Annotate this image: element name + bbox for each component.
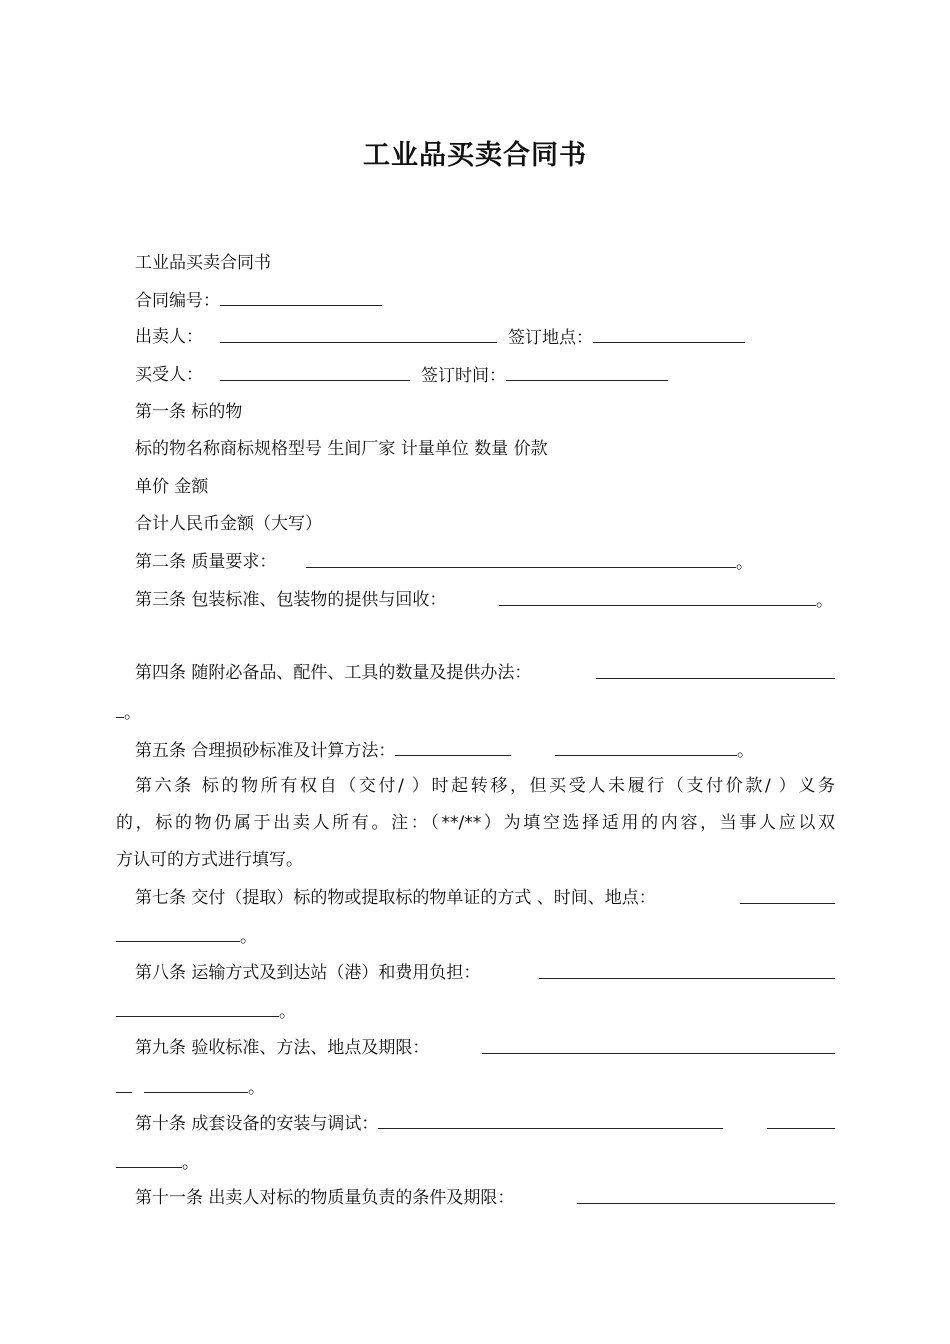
article-5-blank-1[interactable] (395, 739, 511, 756)
article-4 (135, 662, 531, 684)
sign-place-blank[interactable] (593, 326, 745, 343)
seller-blank-wrap (220, 326, 497, 349)
article-8-period: 。 (279, 1002, 296, 1022)
article-2-blank[interactable] (306, 551, 736, 568)
article-6-line-3: 方认可的方式进行填写。 (116, 850, 303, 870)
buyer-blank-wrap (220, 364, 410, 387)
seller-label: 出卖人： (135, 327, 203, 347)
article-9-blank[interactable] (482, 1037, 835, 1054)
article-7-period: 。 (240, 927, 257, 947)
article-7-text: 第七条 交付（提取）标的物或提取标的物单证的方式 、时间、地点： (135, 888, 656, 908)
article-10-text: 第十条 成套设备的安装与调试： (135, 1114, 379, 1134)
sign-time-blank[interactable] (506, 364, 668, 381)
seller-blank[interactable] (220, 326, 497, 343)
buyer-blank[interactable] (220, 364, 410, 381)
article-3-period: 。 (816, 591, 833, 611)
article-9-blank-cont-1[interactable] (116, 1076, 132, 1093)
contract-number-label: 合同编号： (135, 291, 220, 311)
buyer-row (135, 364, 203, 386)
article-10 (135, 1112, 723, 1135)
article-8 (135, 962, 480, 984)
article-4-cont (116, 701, 141, 724)
article-7-blank-cont[interactable] (116, 925, 240, 942)
sign-place-label: 签订地点： (508, 328, 593, 348)
article-3 (135, 589, 446, 611)
article-3-text: 第三条 包装标准、包装物的提供与回收： (135, 590, 447, 610)
article-7 (135, 887, 656, 909)
article-10-blank-wrap (767, 1112, 835, 1135)
article-9-period: 。 (248, 1078, 265, 1098)
article-2 (135, 551, 276, 573)
seller-row (135, 326, 203, 348)
article-10-blank-cont[interactable] (116, 1151, 182, 1168)
sign-time-label: 签订时间： (421, 366, 506, 386)
article-7-blank-wrap (740, 887, 835, 910)
article-9-cont-2 (144, 1076, 265, 1099)
article-4-blank-wrap (596, 662, 835, 685)
article-10-blank-1[interactable] (378, 1112, 723, 1129)
article-6-line-1: 第六条 标的物所有权自（交付/ ）时起转移，但买受人未履行（支付价款/ ）义务 (135, 776, 835, 796)
article-8-blank-cont[interactable] (116, 1000, 279, 1017)
article-4-blank-cont[interactable] (116, 701, 124, 718)
article-7-blank[interactable] (740, 887, 835, 904)
article-10-period: 。 (182, 1153, 199, 1173)
article-2-period: 。 (736, 553, 753, 573)
article-8-blank[interactable] (539, 962, 835, 979)
article-9 (135, 1037, 429, 1059)
article-11 (135, 1187, 514, 1209)
article-6-line-2: 的，标的物仍属于出卖人所有。注：（**/**）为填空选择适用的内容，当事人应以双 (116, 813, 835, 833)
article-9-text: 第九条 验收标准、方法、地点及期限： (135, 1038, 430, 1058)
article-5-period: 。 (737, 741, 754, 761)
article-8-cont (116, 1000, 296, 1023)
sign-time-row (421, 364, 668, 387)
article-9-cont-1 (116, 1076, 132, 1099)
subtitle: 工业品买卖合同书 (135, 253, 271, 273)
sign-place-row (508, 326, 745, 349)
article-1-total: 合计人民币金额（大写） (135, 514, 322, 534)
article-5-blank-2[interactable] (555, 739, 737, 756)
contract-number-row (135, 289, 382, 312)
article-4-text: 第四条 随附必备品、配件、工具的数量及提供办法： (135, 663, 532, 683)
article-11-blank-wrap (577, 1187, 835, 1210)
article-4-period: 。 (124, 703, 141, 723)
article-7-cont (116, 925, 257, 948)
article-1-columns-2: 单价 金额 (135, 477, 209, 497)
article-2-text: 第二条 质量要求： (135, 552, 277, 572)
article-1-columns: 标的物名称商标规格型号 生间厂家 计量单位 数量 价款 (135, 439, 548, 459)
article-9-blank-cont-2[interactable] (144, 1076, 248, 1093)
article-8-text: 第八条 运输方式及到达站（港）和费用负担： (135, 963, 481, 983)
article-1: 第一条 标的物 (135, 402, 243, 422)
article-10-cont (116, 1151, 199, 1174)
article-5 (135, 739, 511, 762)
article-3-blank-wrap (499, 589, 833, 612)
article-2-blank-wrap (306, 551, 753, 574)
article-5-text: 第五条 合理损砂标准及计算方法： (135, 741, 396, 761)
buyer-label: 买受人： (135, 365, 203, 385)
article-4-blank[interactable] (596, 662, 835, 679)
article-5-blank-wrap (555, 739, 754, 762)
contract-number-blank[interactable] (220, 289, 382, 306)
document-title: 工业品买卖合同书 (363, 140, 587, 171)
article-8-blank-wrap (539, 962, 835, 985)
article-11-text: 第十一条 出卖人对标的物质量负责的条件及期限： (135, 1188, 515, 1208)
article-11-blank[interactable] (577, 1187, 835, 1204)
article-10-blank-2[interactable] (767, 1112, 835, 1129)
article-9-blank-wrap (482, 1037, 835, 1060)
article-3-blank[interactable] (499, 589, 816, 606)
